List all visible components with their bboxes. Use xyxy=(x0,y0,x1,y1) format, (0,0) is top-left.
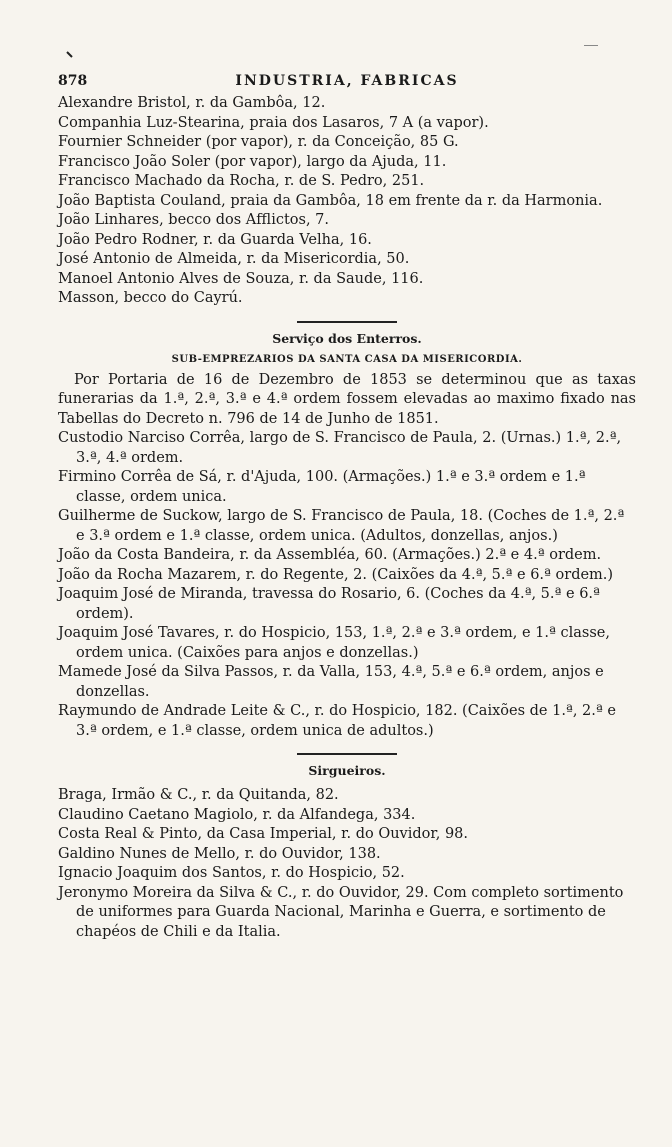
section-title: Serviço dos Enterros. xyxy=(272,330,422,346)
section-divider xyxy=(297,321,397,323)
list-item: Costa Real & Pinto, da Casa Imperial, r. do Ouvidor, 98. xyxy=(58,826,469,842)
stray-ink-dash xyxy=(584,45,598,46)
list-item: Ignacio Joaquim dos Santos, r. do Hospicio, 52. xyxy=(58,865,405,881)
list-item: Companhia Luz-Stearina, praia dos Lasaros, 7 A (a vapor). xyxy=(58,114,489,131)
list-item: Fournier Schneider (por vapor), r. da Conceição, 85 G. xyxy=(58,134,459,150)
list-item: João da Costa Bandeira, r. da Assembléa, 60. (Armações.) 2.ª e 4.ª ordem. xyxy=(58,547,602,563)
list-item: Guilherme de Suckow, largo de S. Francisco de Paula, 18. (Coches de 1.ª, 2.ª e 3.ª ordem e 1.ª classe, ordem unica. (Adultos, donzellas, anjos.) xyxy=(58,508,625,544)
section-subtitle: SUB-EMPREZARIOS DA SANTA CASA DA MISERICORDIA. xyxy=(171,353,523,365)
stray-ink-mark xyxy=(66,44,74,52)
list-item: Galdino Nunes de Mello, r. do Ouvidor, 138. xyxy=(58,845,381,862)
list-item: Firmino Corrêa de Sá, r. d'Ajuda, 100. (Armações.) 1.ª e 3.ª ordem e 1.ª classe, ordem unica. xyxy=(58,469,586,505)
page-number: 878 xyxy=(58,73,88,89)
list-item: Francisco Machado da Rocha, r. de S. Pedro, 251. xyxy=(58,173,425,189)
list-item: Joaquim José Tavares, r. do Hospicio, 153, 1.ª, 2.ª e 3.ª ordem, e 1.ª classe, ordem unica. (Caixões para anjos e donzellas.) xyxy=(58,625,610,661)
list-item: Mamede José da Silva Passos, r. da Valla, 153, 4.ª, 5.ª e 6.ª ordem, anjos e donzellas. xyxy=(58,664,604,700)
list-item: João da Rocha Mazarem, r. do Regente, 2. (Caixões da 4.ª, 5.ª e 6.ª ordem.) xyxy=(58,566,614,583)
list-item: José Antonio de Almeida, r. da Misericordia, 50. xyxy=(58,251,410,267)
section-divider xyxy=(297,753,397,755)
page-header xyxy=(58,68,636,94)
section-enterros xyxy=(58,331,636,742)
list-item: Custodio Narciso Corrêa, largo de S. Francisco de Paula, 2. (Urnas.) 1.ª, 2.ª, 3.ª, 4.ª ordem. xyxy=(58,430,622,466)
section-sirgueiros xyxy=(58,763,636,942)
list-item: João Pedro Rodner, r. da Guarda Velha, 16. xyxy=(58,231,372,248)
list-item: Claudino Caetano Magiolo, r. da Alfandega, 334. xyxy=(58,806,416,823)
page-title: INDUSTRIA, FABRICAS xyxy=(235,73,459,89)
list-item: Joaquim José de Miranda, travessa do Rosario, 6. (Coches da 4.ª, 5.ª e 6.ª ordem). xyxy=(58,586,600,622)
list-item: João Baptista Couland, praia da Gambôa, 18 em frente da r. da Harmonia. xyxy=(58,192,603,209)
list-item: Raymundo de Andrade Leite & C., r. do Hospicio, 182. (Caixões de 1.ª, 2.ª e 3.ª ordem, e 1.ª classe, ordem unica de adultos.) xyxy=(58,703,616,739)
section-title: Sirgueiros. xyxy=(308,763,386,778)
list-item: Braga, Irmão & C., r. da Quitanda, 82. xyxy=(58,787,339,803)
enterros-list xyxy=(58,429,636,741)
top-entry-list xyxy=(58,94,636,309)
sirgueiros-list xyxy=(58,786,636,942)
section-intro: Por Portaria de 16 de Dezembro de 1853 se determinou que as taxas funerarias da 1.ª, 2.ª, 3.ª e 4.ª ordem fossem elevadas ao maximo fixado nas Tabellas do Decreto n. 796 de 14 de Junho de 1851. xyxy=(58,371,636,427)
list-item: João Linhares, becco dos Afflictos, 7. xyxy=(58,212,330,228)
list-item: Francisco João Soler (por vapor), largo da Ajuda, 11. xyxy=(58,153,447,170)
document-page xyxy=(58,68,636,942)
list-item: Jeronymo Moreira da Silva & C., r. do Ouvidor, 29. Com completo sortimento de uniformes para Guarda Nacional, Marinha e Guerra, e sortimento de chapéos de Chili e da Italia. xyxy=(58,884,624,940)
list-item: Alexandre Bristol, r. da Gambôa, 12. xyxy=(58,95,326,111)
list-item: Masson, becco do Cayrú. xyxy=(58,290,243,306)
list-item: Manoel Antonio Alves de Souza, r. da Saude, 116. xyxy=(58,270,424,287)
